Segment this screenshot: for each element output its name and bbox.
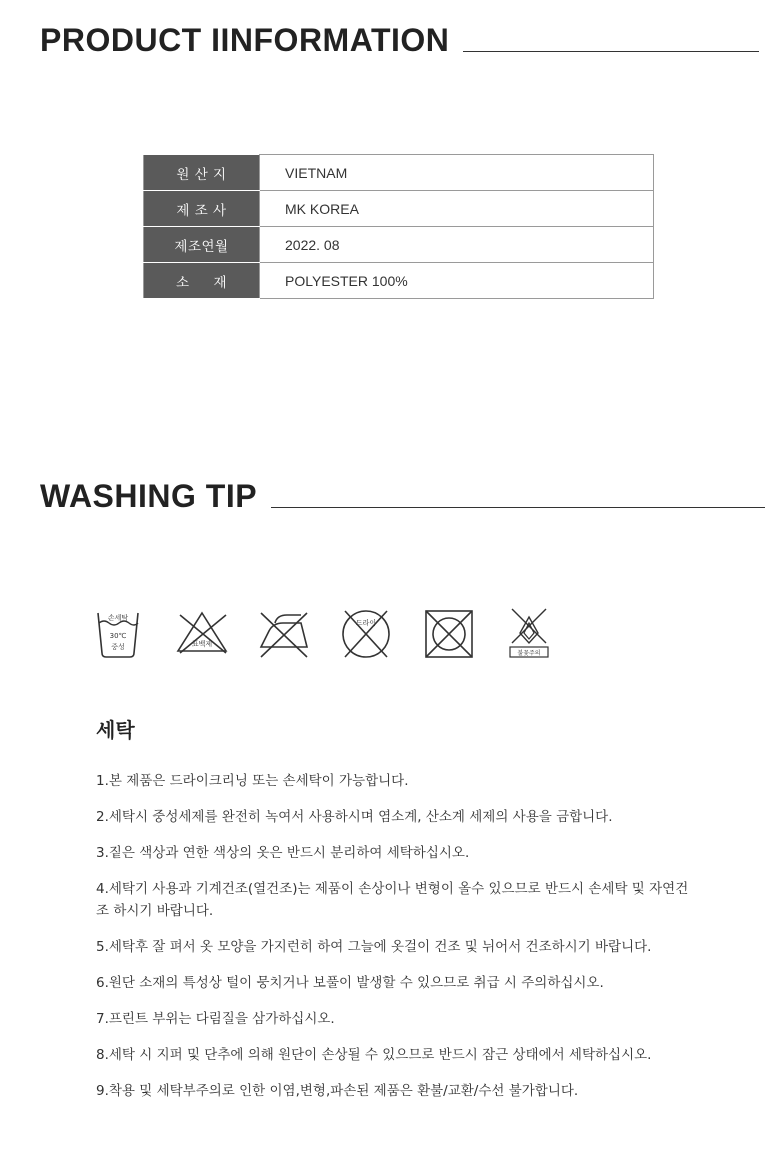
origin-label: 원 산 지 [144, 155, 260, 191]
list-item: 4.세탁기 사용과 기계건조(열건조)는 제품이 손상이나 변형이 올수 있으므로 반드시 손세탁 및 자연건조 하시기 바랍니다. [96, 881, 689, 919]
care-icons [92, 605, 552, 665]
list-item: 3.짙은 색상과 연한 색상의 옷은 반드시 분리하여 세탁하십시오. [96, 845, 470, 861]
no-dry-clean-icon [337, 605, 395, 663]
no-iron-icon [255, 605, 313, 663]
list-item: 9.착용 및 세탁부주의로 인한 이염,변형,파손된 제품은 환불/교환/수선 불가합니다. [96, 1083, 579, 1099]
hand-wash-temp-text: 30℃ [109, 632, 127, 640]
manufacture-date-label: 제조연월 [144, 227, 260, 263]
hand-wash-bottom-text: 중성 [111, 643, 125, 651]
product-info-header [40, 24, 759, 56]
origin-value: VIETNAM [260, 155, 654, 191]
flammable-caution-text: 불꽃주의 [517, 650, 541, 657]
header-divider [271, 507, 765, 508]
product-info-title: PRODUCT IINFORMATION [40, 22, 450, 58]
table-row [144, 263, 654, 299]
list-item: 6.원단 소재의 특성상 털이 뭉치거나 보풀이 발생할 수 있으므로 취급 시 주의하십시오. [96, 975, 604, 991]
manufacture-date-value: 2022. 08 [260, 227, 654, 263]
list-item: 8.세탁 시 지퍼 및 단추에 의해 원단이 손상될 수 있으므로 반드시 잠근 상태에서 세탁하십시오. [96, 1047, 652, 1063]
hand-wash-30c-icon [92, 605, 150, 663]
washing-tips-list [96, 770, 696, 1116]
list-item: 7.프린트 부위는 다림질을 삼가하십시오. [96, 1011, 335, 1027]
table-row [144, 191, 654, 227]
material-label: 소 재 [144, 263, 260, 299]
table-row [144, 155, 654, 191]
washing-tip-header [40, 480, 765, 512]
no-bleach-text: 표백제 [191, 640, 213, 648]
manufacturer-value: MK KOREA [260, 191, 654, 227]
no-tumble-dry-icon [420, 605, 478, 663]
list-item: 5.세탁후 잘 펴서 옷 모양을 가지런히 하여 그늘에 옷걸이 건조 및 뉘어서 건조하시기 바랍니다. [96, 939, 652, 955]
header-divider [463, 51, 759, 52]
no-bleach-icon [174, 605, 232, 663]
material-value: POLYESTER 100% [260, 263, 654, 299]
flammable-caution-icon [500, 605, 558, 663]
washing-heading: 세탁 [96, 718, 135, 742]
table-row [144, 227, 654, 263]
washing-tip-title: WASHING TIP [40, 478, 258, 514]
product-info-table [143, 154, 654, 299]
list-item: 1.본 제품은 드라이크리닝 또는 손세탁이 가능합니다. [96, 773, 409, 789]
list-item: 2.세탁시 중성세제를 완전히 녹여서 사용하시며 염소계, 산소계 세제의 사용을 금합니다. [96, 809, 613, 825]
hand-wash-top-text: 손세탁 [107, 614, 129, 622]
manufacturer-label: 제 조 사 [144, 191, 260, 227]
no-dry-clean-text: 드라이 [355, 619, 377, 627]
